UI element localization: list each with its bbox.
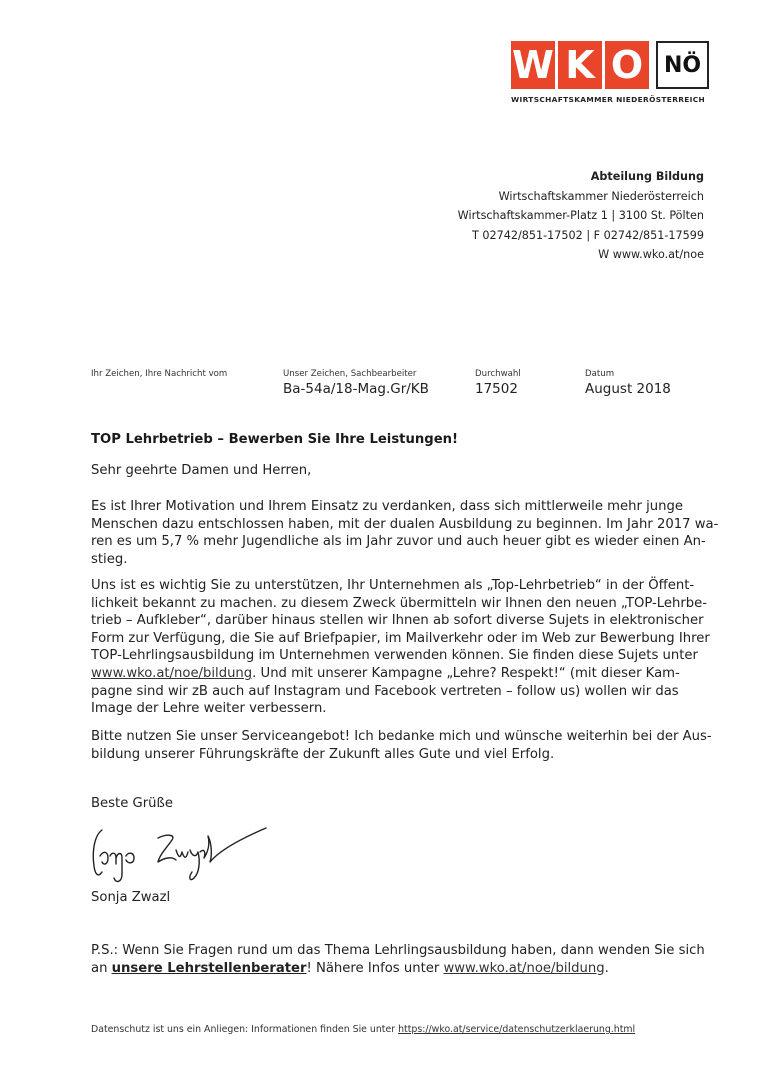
text-line: Uns ist es wichtig Sie zu unterstützen, Ihr Unternehmen als „Top-Lehrbetrieb“ in der Öffent- bbox=[91, 578, 695, 593]
text-line: Es ist Ihrer Motivation und Ihrem Einsatz zu verdanken, dass sich mittlerweile mehr junge bbox=[91, 499, 683, 514]
text-line: P.S.: Wenn Sie Fragen rund um das Thema Lehrlingsausbildung haben, dann wenden Sie sich bbox=[91, 943, 705, 958]
postscript bbox=[91, 942, 705, 977]
your-reference bbox=[91, 368, 227, 380]
salutation: Sehr geehrte Damen und Herren, bbox=[91, 463, 312, 478]
text-line: TOP-Lehrlingsausbildung im Unternehmen verwenden können. Sie finden diese Sujets unter bbox=[91, 648, 698, 664]
text-line bbox=[91, 960, 689, 978]
text-line: Form zur Verfügung, die Sie auf Briefpapier, im Mailverkehr oder im Web zur Bewerbung Ihrer bbox=[91, 630, 710, 646]
logo-subtitle: WIRTSCHAFTSKAMMER NIEDERÖSTERREICH bbox=[511, 95, 706, 104]
lehrstellenberater-link[interactable]: unsere Lehrstellenberater bbox=[111, 960, 307, 976]
extension-label: Durchwahl bbox=[475, 369, 521, 379]
our-reference bbox=[283, 368, 429, 398]
paragraph-2 bbox=[91, 577, 710, 718]
date-value: August 2018 bbox=[585, 381, 671, 397]
text-fragment: . Und mit unserer Kampagne „Lehre? Respekt!“ (mit dieser Kam- bbox=[252, 665, 680, 681]
handwritten-signature bbox=[88, 822, 278, 892]
wko-logo bbox=[511, 41, 716, 104]
signer-name: Sonja Zwazl bbox=[91, 890, 171, 905]
logo-letter-k: K bbox=[558, 41, 602, 89]
text-line: ren es um 5,7 % mehr Jugendliche als im Jahr zuvor und auch heuer gibt es wieder einen An- bbox=[91, 534, 706, 550]
paragraph-3 bbox=[91, 728, 712, 763]
privacy-footer bbox=[91, 1024, 635, 1035]
logo-letter-w: W bbox=[512, 43, 554, 87]
text-line: stieg. bbox=[91, 551, 128, 567]
logo-letter-o: O bbox=[605, 41, 649, 89]
text-line: Menschen dazu entschlossen haben, mit der dualen Ausbildung zu beginnen. Im Jahr 2017 wa- bbox=[91, 516, 719, 532]
text-line: trieb – Aufkleber“, darüber hinaus stellen wir Ihnen ab sofort diverse Sujets in elektronischer bbox=[91, 613, 704, 629]
text-line: lichkeit bekannt zu machen. zu diesem Zweck übermitteln wir Ihnen den neuen „TOP-Lehrbe- bbox=[91, 595, 708, 611]
sender-web: W www.wko.at/noe bbox=[598, 248, 704, 261]
sender-org: Wirtschaftskammer Niederösterreich bbox=[498, 189, 704, 203]
sender-department: Abteilung Bildung bbox=[590, 170, 704, 183]
date bbox=[585, 368, 671, 398]
text-fragment: an bbox=[91, 960, 112, 976]
our-reference-value: Ba-54a/18-Mag.Gr/KB bbox=[283, 381, 429, 397]
logo-region: NÖ bbox=[656, 41, 709, 89]
letter-subject: TOP Lehrbetrieb – Bewerben Sie Ihre Leistungen! bbox=[91, 432, 459, 447]
date-label: Datum bbox=[585, 369, 615, 379]
sender-block bbox=[458, 167, 704, 265]
bildung-link[interactable]: www.wko.at/noe/bildung bbox=[91, 665, 253, 681]
extension bbox=[475, 368, 521, 398]
ps-bildung-link[interactable]: www.wko.at/noe/bildung bbox=[443, 960, 605, 976]
text-line: pagne sind wir zB auch auf Instagram und Facebook vertreten – follow us) wollen wir das bbox=[91, 683, 679, 699]
text-line: Bitte nutzen Sie unser Serviceangebot! Ich bedanke mich und wünsche weiterhin bei der Aus- bbox=[91, 729, 712, 744]
sender-address: Wirtschaftskammer-Platz 1 | 3100 St. Pölten bbox=[457, 209, 704, 222]
text-line bbox=[91, 665, 689, 683]
text-fragment: . bbox=[604, 960, 609, 976]
paragraph-1 bbox=[91, 498, 719, 568]
footer-text: Datenschutz ist uns ein Anliegen: Informationen finden Sie unter bbox=[91, 1024, 399, 1035]
sender-phone: T 02742/851-17502 | F 02742/851-17599 bbox=[472, 228, 704, 242]
extension-value: 17502 bbox=[475, 381, 518, 397]
privacy-link[interactable]: https://wko.at/service/datenschutzerklaerung.html bbox=[398, 1024, 636, 1035]
our-reference-label: Unser Zeichen, Sachbearbeiter bbox=[283, 369, 417, 379]
text-fragment: ! Nähere Infos unter bbox=[306, 960, 444, 976]
text-line: bildung unserer Führungskräfte der Zukunft alles Gute und viel Erfolg. bbox=[91, 746, 555, 762]
text-line: Image der Lehre weiter verbessern. bbox=[91, 701, 327, 717]
closing: Beste Grüße bbox=[91, 796, 173, 811]
your-reference-label: Ihr Zeichen, Ihre Nachricht vom bbox=[91, 369, 228, 379]
